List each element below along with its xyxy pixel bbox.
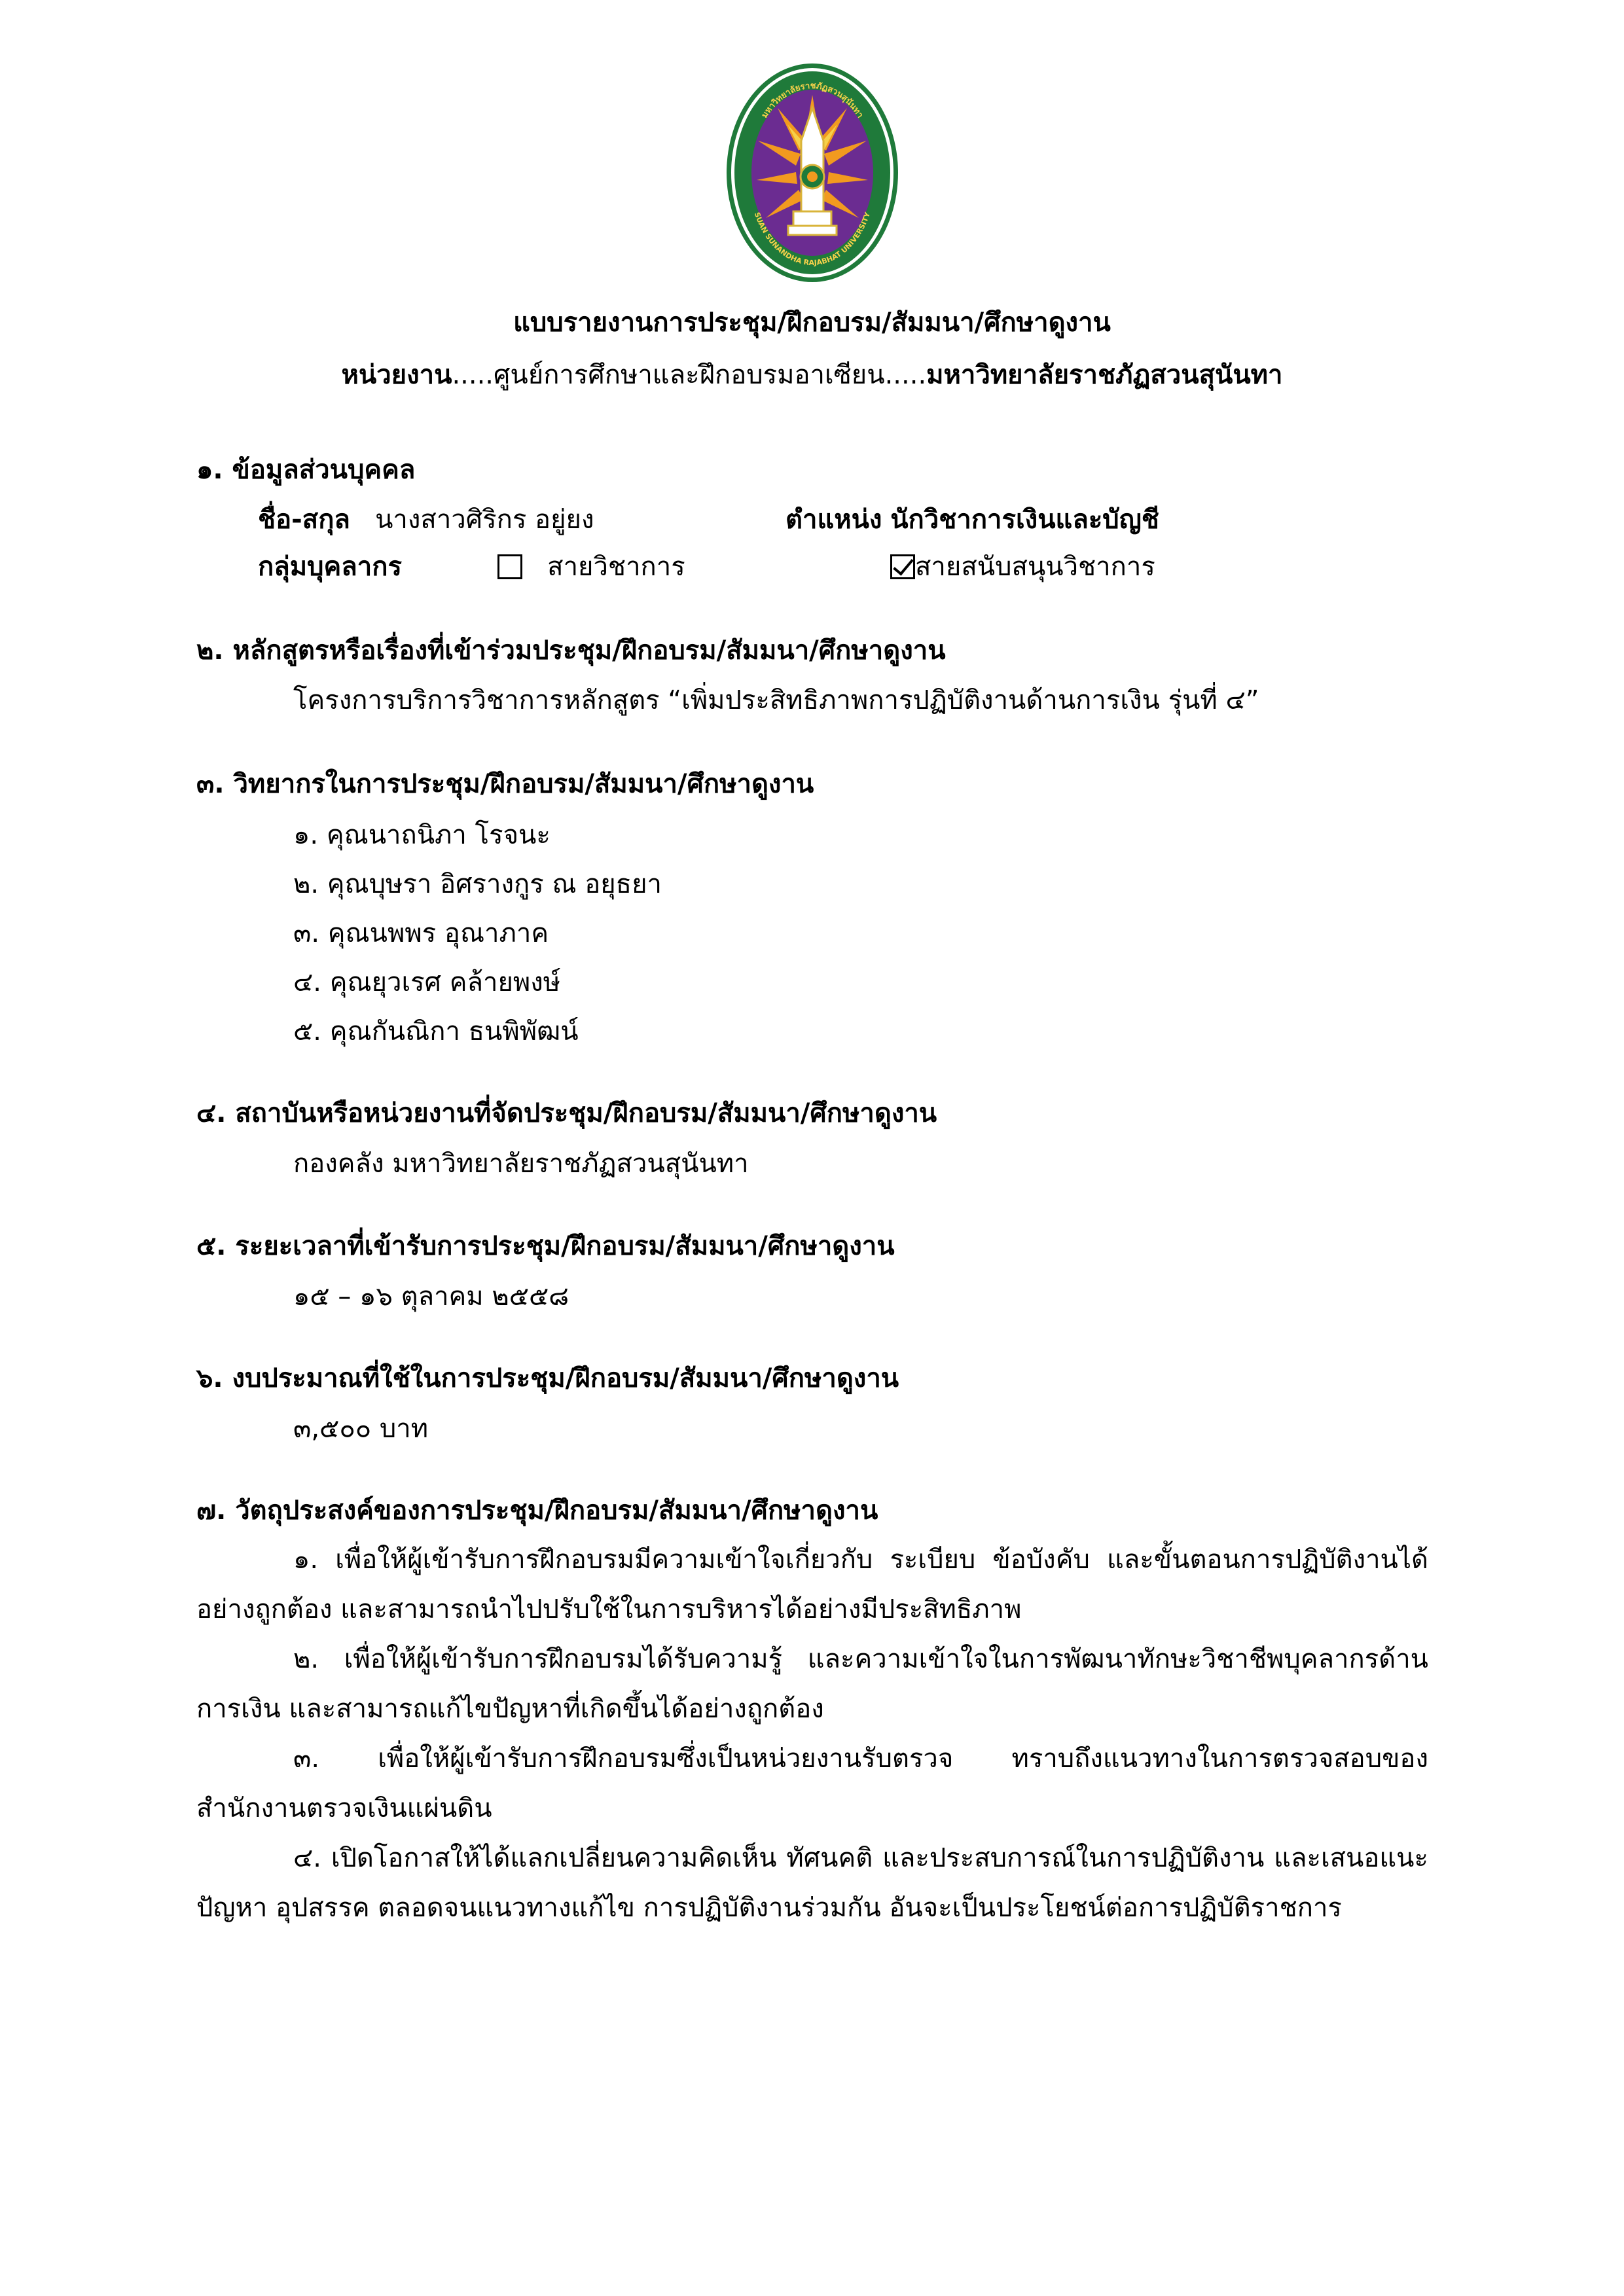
position-label: ตำแหน่ง bbox=[785, 505, 882, 535]
objective-item bbox=[196, 1634, 1428, 1734]
section4-heading: ๔. สถาบันหรือหน่วยงานที่จัดประชุม/ฝึกอบรม/สัมมนา/ศึกษาดูงาน bbox=[196, 1098, 937, 1128]
objective-text: ๒. เพื่อให้ผู้เข้ารับการฝึกอบรมได้รับความรู้ และความเข้าใจในการพัฒนาทักษะวิชาชีพบุคลากรด้านการเงิน และสามารถแก้ไขปัญหาที่เกิดขึ้นได้อย่างถูกต้อง bbox=[196, 1644, 1428, 1724]
speaker-item: ๑. คุณนาถนิภา โรจนะ bbox=[293, 820, 550, 850]
objective-text: ๓. เพื่อให้ผู้เข้ารับการฝึกอบรมซึ่งเป็นหน่วยงานรับตรวจ ทราบถึงแนวทางในการตรวจสอบของสำนักงานตรวจเงินแผ่นดิน bbox=[196, 1744, 1428, 1823]
objective-item bbox=[196, 1833, 1428, 1933]
unit-line bbox=[0, 353, 1624, 395]
seal-lettering-top: มหาวิทยาลัยราชภัฏสวนสุนันทา bbox=[759, 81, 865, 120]
support-option-label: สายสนับสนุนวิชาการ bbox=[915, 552, 1155, 582]
section1-heading: ๑. ข้อมูลส่วนบุคคล bbox=[196, 455, 416, 485]
speaker-item: ๒. คุณบุษรา อิศรางกูร ณ อยุธยา bbox=[293, 869, 662, 899]
unit-value: ศูนย์การศึกษาและฝึกอบรมอาเซียน bbox=[494, 360, 885, 390]
unit-dots-left: ..... bbox=[452, 360, 494, 390]
objective-text: ๑. เพื่อให้ผู้เข้ารับการฝึกอบรมมีความเข้าใจเกี่ยวกับ ระเบียบ ข้อบังคับ และขั้นตอนการปฏิบัติงานได้อย่างถูกต้อง และสามารถนำไปปรับใช้ในการบริหารได้อย่างมีประสิทธิภาพ bbox=[196, 1545, 1428, 1624]
university-seal-logo bbox=[725, 62, 899, 283]
section6-heading: ๖. งบประมาณที่ใช้ในการประชุม/ฝึกอบรม/สัมมนา/ศึกษาดูงาน bbox=[196, 1363, 899, 1393]
position-value: นักวิชาการเงินและบัญชี bbox=[890, 505, 1159, 535]
speaker-item: ๕. คุณกันณิกา ธนพิพัฒน์ bbox=[293, 1016, 579, 1047]
report-title: แบบรายงานการประชุม/ฝึกอบรม/สัมมนา/ศึกษาดูงาน bbox=[513, 308, 1111, 338]
section7-heading: ๗. วัตถุประสงค์ของการประชุม/ฝึกอบรม/สัมมนา/ศึกษาดูงาน bbox=[196, 1496, 878, 1526]
name-row bbox=[258, 503, 594, 537]
university-name: มหาวิทยาลัยราชภัฏสวนสุนันทา bbox=[926, 360, 1283, 390]
section5-heading: ๕. ระยะเวลาที่เข้ารับการประชุม/ฝึกอบรม/สัมมนา/ศึกษาดูงาน bbox=[196, 1231, 895, 1261]
objective-item bbox=[196, 1535, 1428, 1634]
name-label: ชื่อ-สกุล bbox=[258, 505, 350, 535]
academic-option bbox=[497, 550, 685, 584]
course-title: โครงการบริการวิชาการหลักสูตร “เพิ่มประสิทธิภาพการปฏิบัติงานด้านการเงิน รุ่นที่ ๔” bbox=[293, 685, 1259, 715]
objective-text: ๔. เปิดโอกาสให้ได้แลกเปลี่ยนความคิดเห็น ทัศนคติ และประสบการณ์ในการปฏิบัติงาน และเสนอแนะ ปัญหา อุปสรรค ตลอดจนแนวทางแก้ไข การปฏิบัติงานร่วมกัน อันจะเป็นประโยชน์ต่อการปฏิบัติราชการ bbox=[196, 1843, 1428, 1923]
support-checkbox-checked[interactable] bbox=[890, 554, 915, 579]
unit-label: หน่วยงาน bbox=[341, 360, 452, 390]
academic-checkbox[interactable] bbox=[497, 554, 522, 579]
speaker-item: ๓. คุณนพพร อุณาภาค bbox=[293, 918, 549, 948]
duration: ๑๕ – ๑๖ ตุลาคม ๒๕๕๘ bbox=[293, 1282, 569, 1312]
budget: ๓,๕๐๐ บาท bbox=[293, 1414, 429, 1444]
support-option bbox=[890, 550, 1155, 584]
unit-dots-right: ..... bbox=[884, 360, 927, 390]
speaker-item: ๔. คุณยุวเรศ คล้ายพงษ์ bbox=[293, 967, 561, 997]
seal-lettering-bottom: SUAN SUNANDHA RAJABHAT UNIVERSITY bbox=[752, 211, 873, 268]
organizer: กองคลัง มหาวิทยาลัยราชภัฏสวนสุนันทา bbox=[293, 1149, 749, 1179]
objective-item bbox=[196, 1734, 1428, 1833]
section2-heading: ๒. หลักสูตรหรือเรื่องที่เข้าร่วมประชุม/ฝึกอบรม/สัมมนา/ศึกษาดูงาน bbox=[196, 636, 946, 666]
name-value: นางสาวศิริกร อยู่ยง bbox=[375, 505, 594, 535]
academic-option-label: สายวิชาการ bbox=[547, 552, 685, 582]
section3-heading: ๓. วิทยากรในการประชุม/ฝึกอบรม/สัมมนา/ศึกษาดูงาน bbox=[196, 769, 814, 799]
position-row bbox=[785, 503, 1159, 537]
group-label: กลุ่มบุคลากร bbox=[258, 552, 402, 582]
